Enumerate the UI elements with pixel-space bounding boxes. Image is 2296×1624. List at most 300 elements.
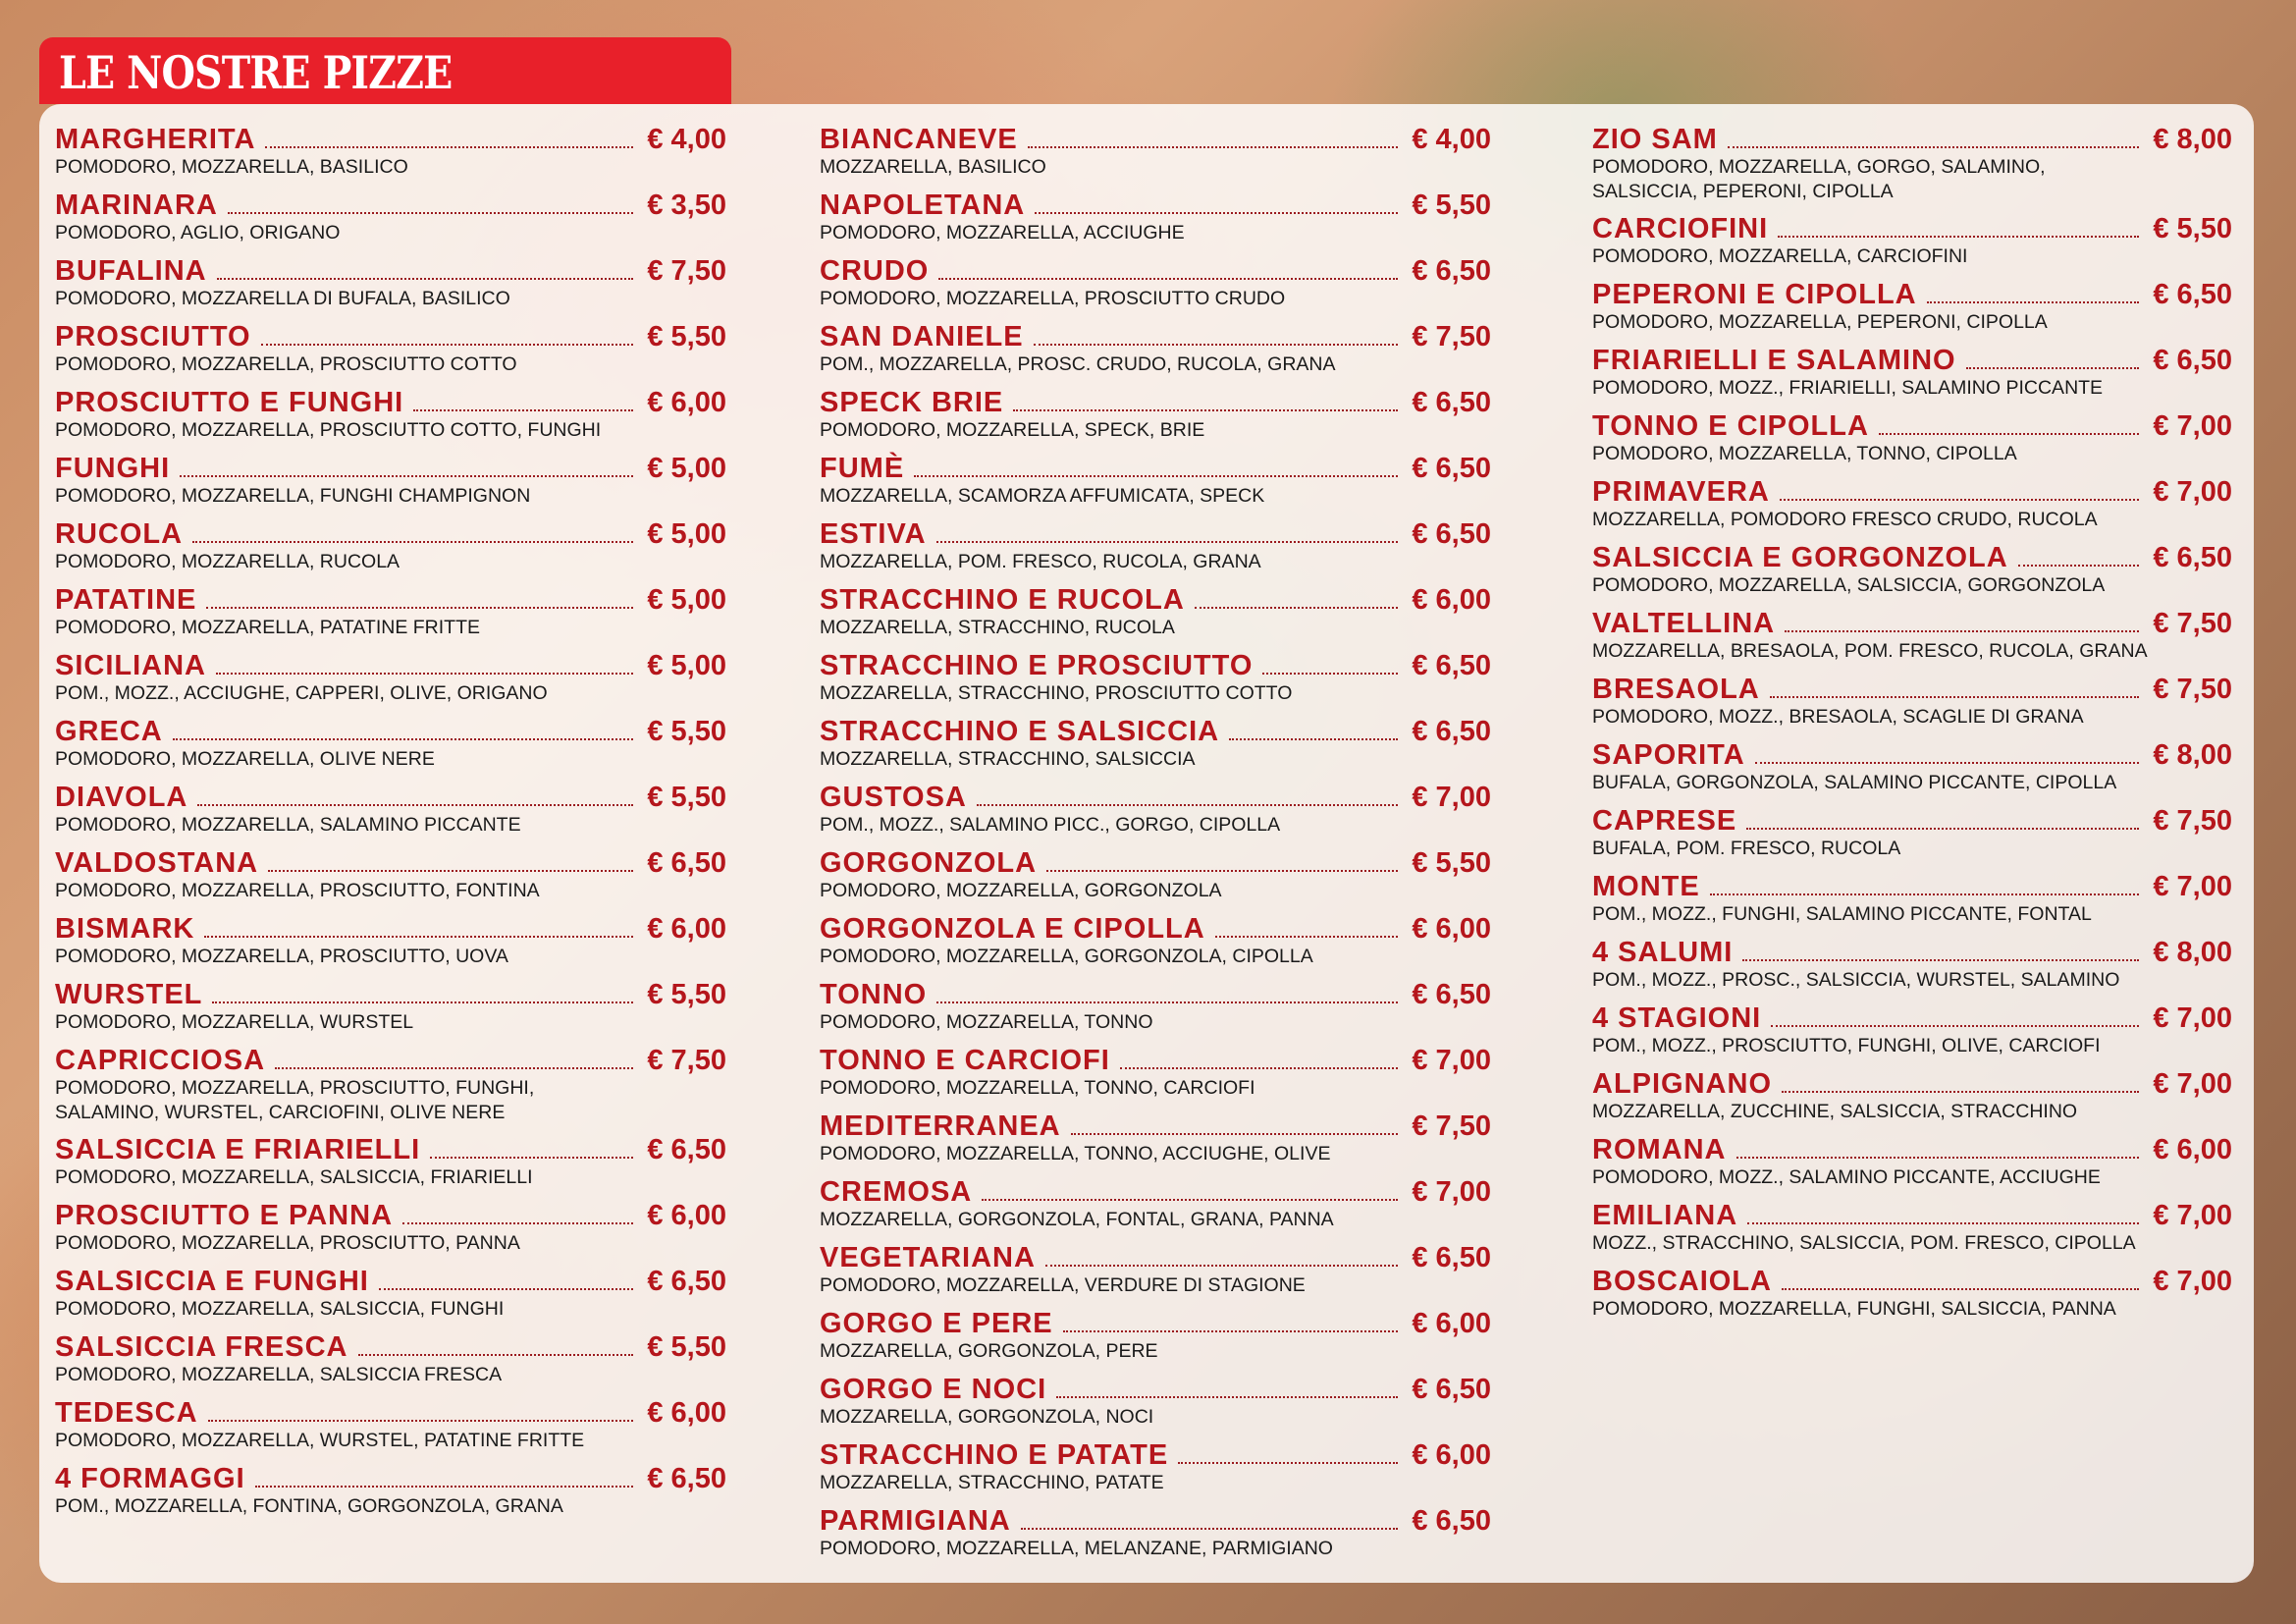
pizza-price: € 5,50	[1412, 189, 1491, 221]
menu-item	[55, 1461, 726, 1527]
menu-item-line	[55, 911, 726, 945]
menu-item-line	[1592, 1198, 2232, 1231]
pizza-ingredients: BUFALA, POM. FRESCO, RUCOLA	[1592, 838, 1901, 859]
dot-leader	[265, 146, 633, 148]
menu-item	[820, 1240, 1491, 1306]
pizza-name: TONNO	[820, 979, 928, 1010]
pizza-ingredients: MOZZARELLA, GORGONZOLA, FONTAL, GRANA, PANNA	[820, 1209, 1334, 1230]
pizza-price: € 6,50	[647, 1463, 726, 1494]
pizza-price: € 7,00	[2153, 1266, 2232, 1297]
pizza-ingredients: POMODORO, MOZZARELLA, MELANZANE, PARMIGIANO	[820, 1538, 1333, 1559]
pizza-ingredients: POMODORO, MOZZARELLA, WURSTEL, PATATINE FRITTE	[55, 1430, 585, 1451]
menu-item-line	[820, 582, 1491, 616]
menu-item-line	[55, 845, 726, 879]
pizza-ingredients: POMODORO, MOZZARELLA, PEPERONI, CIPOLLA	[1592, 311, 2048, 333]
pizza-name: PROSCIUTTO E FUNGHI	[55, 387, 404, 418]
menu-item-line	[820, 1109, 1491, 1142]
menu-item-line	[1592, 672, 2232, 705]
pizza-ingredients: POMODORO, AGLIO, ORIGANO	[55, 222, 341, 244]
pizza-ingredients: POMODORO, MOZZARELLA, BASILICO	[55, 156, 408, 178]
menu-item	[55, 451, 726, 516]
pizza-price: € 7,50	[647, 255, 726, 287]
pizza-name: TEDESCA	[55, 1397, 198, 1429]
pizza-price: € 6,00	[2153, 1134, 2232, 1165]
pizza-name: FUMÈ	[820, 453, 905, 484]
dot-leader	[1178, 1462, 1398, 1464]
dot-leader	[936, 1001, 1398, 1003]
pizza-ingredients: POMODORO, MOZZARELLA, PROSCIUTTO COTTO	[55, 353, 517, 375]
pizza-name: STRACCHINO E PATATE	[820, 1439, 1169, 1471]
menu-item	[1592, 122, 2232, 211]
pizza-ingredients: MOZZARELLA, STRACCHINO, SALSICCIA	[820, 748, 1196, 770]
menu-item-line	[1592, 869, 2232, 902]
pizza-price: € 6,50	[2153, 345, 2232, 376]
menu-item	[820, 1306, 1491, 1372]
dot-leader	[1966, 367, 2140, 369]
menu-item-line	[820, 780, 1491, 813]
pizza-ingredients: POMODORO, MOZZARELLA, TONNO	[820, 1011, 1153, 1033]
dot-leader	[936, 541, 1399, 543]
pizza-price: € 5,50	[2153, 213, 2232, 244]
menu-item	[1592, 803, 2232, 869]
pizza-price: € 7,00	[2153, 1002, 2232, 1034]
pizza-ingredients: POMODORO, MOZZARELLA, WURSTEL	[55, 1011, 414, 1033]
pizza-name: ROMANA	[1592, 1134, 1727, 1165]
pizza-name: VALDOSTANA	[55, 847, 259, 879]
pizza-name: PROSCIUTTO E PANNA	[55, 1200, 394, 1231]
menu-item-line	[1592, 935, 2232, 968]
dot-leader	[197, 804, 633, 806]
pizza-ingredients: POMODORO, MOZZARELLA, GORGONZOLA	[820, 880, 1222, 901]
menu-item	[820, 1372, 1491, 1437]
pizza-price: € 7,00	[1412, 782, 1491, 813]
pizza-ingredients: MOZZARELLA, STRACCHINO, RUCOLA	[820, 617, 1175, 638]
dot-leader	[1747, 1222, 2139, 1224]
pizza-ingredients: MOZZ., STRACCHINO, SALSICCIA, POM. FRESCO, CIPOLLA	[1592, 1232, 2136, 1254]
dot-leader	[261, 344, 634, 346]
menu-item-line	[1592, 1132, 2232, 1165]
pizza-price: € 6,50	[647, 1134, 726, 1165]
pizza-name: EMILIANA	[1592, 1200, 1738, 1231]
pizza-price: € 6,50	[1412, 1374, 1491, 1405]
dot-leader	[2018, 565, 2140, 567]
dot-leader	[1782, 1091, 2139, 1093]
menu-item-line	[820, 1437, 1491, 1471]
menu-item	[1592, 1198, 2232, 1264]
pizza-price: € 7,50	[2153, 674, 2232, 705]
pizza-name: GORGO E PERE	[820, 1308, 1053, 1339]
pizza-ingredients: POMODORO, MOZZ., FRIARIELLI, SALAMINO PICCANTE	[1592, 377, 2104, 399]
menu-item	[55, 1264, 726, 1329]
dot-leader	[938, 278, 1398, 280]
pizza-price: € 5,50	[647, 321, 726, 352]
pizza-name: STRACCHINO E RUCOLA	[820, 584, 1185, 616]
pizza-price: € 6,50	[1412, 518, 1491, 550]
menu-item-line	[820, 253, 1491, 287]
menu-item-line	[55, 1198, 726, 1231]
dot-leader	[217, 278, 634, 280]
pizza-name: GORGONZOLA	[820, 847, 1038, 879]
pizza-ingredients: POMODORO, MOZZARELLA, TONNO, CARCIOFI	[820, 1077, 1255, 1099]
pizza-ingredients: POMODORO, MOZZARELLA DI BUFALA, BASILICO	[55, 288, 510, 309]
pizza-price: € 7,00	[1412, 1045, 1491, 1076]
pizza-ingredients: POM., MOZZARELLA, PROSC. CRUDO, RUCOLA, GRANA	[820, 353, 1336, 375]
menu-item	[820, 1174, 1491, 1240]
menu-item-line	[55, 319, 726, 352]
pizza-price: € 6,50	[2153, 279, 2232, 310]
dot-leader	[1120, 1067, 1399, 1069]
pizza-name: PARMIGIANA	[820, 1505, 1011, 1537]
menu-item	[1592, 935, 2232, 1001]
pizza-name: SALSICCIA E FUNGHI	[55, 1266, 369, 1297]
dot-leader	[1736, 1157, 2140, 1159]
pizza-price: € 5,50	[647, 979, 726, 1010]
dot-leader	[1879, 433, 2139, 435]
pizza-ingredients: POM., MOZZ., PROSC., SALSICCIA, WURSTEL, SALAMINO	[1592, 969, 2120, 991]
pizza-price: € 7,00	[2153, 871, 2232, 902]
menu-item	[55, 977, 726, 1043]
menu-item-line	[1592, 211, 2232, 244]
pizza-price: € 6,50	[1412, 453, 1491, 484]
dot-leader	[206, 607, 633, 609]
pizza-price: € 7,00	[2153, 1068, 2232, 1100]
menu-item	[55, 253, 726, 319]
pizza-name: BISMARK	[55, 913, 195, 945]
pizza-price: € 6,00	[1412, 1308, 1491, 1339]
menu-item	[1592, 474, 2232, 540]
menu-item	[55, 1132, 726, 1198]
menu-item	[1592, 672, 2232, 737]
pizza-ingredients: POMODORO, MOZZARELLA, SALSICCIA FRESCA	[55, 1364, 503, 1385]
pizza-price: € 4,00	[647, 124, 726, 155]
pizza-price: € 4,00	[1412, 124, 1491, 155]
menu-item-line	[1592, 1264, 2232, 1297]
pizza-name: CRUDO	[820, 255, 930, 287]
pizza-price: € 7,50	[2153, 608, 2232, 639]
pizza-name: SALSICCIA E FRIARIELLI	[55, 1134, 421, 1165]
pizza-ingredients: POMODORO, MOZZARELLA, SALSICCIA, GORGONZOLA	[1592, 574, 2106, 596]
menu-item-line	[55, 1461, 726, 1494]
pizza-ingredients: MOZZARELLA, BASILICO	[820, 156, 1046, 178]
dot-leader	[212, 1001, 633, 1003]
pizza-price: € 5,50	[647, 716, 726, 747]
pizza-price: € 6,00	[647, 1200, 726, 1231]
menu-item-line	[1592, 1066, 2232, 1100]
menu-item-line	[1592, 122, 2232, 155]
dot-leader	[1780, 499, 2139, 501]
menu-item	[820, 845, 1491, 911]
pizza-ingredients: POMODORO, MOZZARELLA, RUCOLA	[55, 551, 400, 572]
dot-leader	[1746, 828, 2139, 830]
menu-item-line	[820, 188, 1491, 221]
menu-item-line	[820, 516, 1491, 550]
menu-item	[820, 1043, 1491, 1109]
menu-item	[1592, 869, 2232, 935]
pizza-name: SPECK BRIE	[820, 387, 1004, 418]
menu-item	[820, 911, 1491, 977]
menu-item-line	[1592, 277, 2232, 310]
pizza-name: VALTELLINA	[1592, 608, 1776, 639]
pizza-ingredients: POMODORO, MOZZ., SALAMINO PICCANTE, ACCIUGHE	[1592, 1166, 2101, 1188]
menu-item	[55, 188, 726, 253]
pizza-price: € 5,00	[647, 584, 726, 616]
pizza-name: DIAVOLA	[55, 782, 188, 813]
pizza-price: € 6,00	[647, 387, 726, 418]
pizza-name: VEGETARIANA	[820, 1242, 1036, 1273]
pizza-ingredients: POMODORO, MOZZARELLA, PROSCIUTTO CRUDO	[820, 288, 1286, 309]
pizza-ingredients: POMODORO, MOZZARELLA, PROSCIUTTO, PANNA	[55, 1232, 520, 1254]
dot-leader	[1782, 1288, 2139, 1290]
pizza-price: € 7,00	[2153, 1200, 2232, 1231]
menu-item	[55, 714, 726, 780]
menu-item-line	[55, 1395, 726, 1429]
menu-item-line	[55, 648, 726, 681]
pizza-price: € 6,50	[1412, 1505, 1491, 1537]
menu-item	[820, 451, 1491, 516]
pizza-name: FRIARIELLI E SALAMINO	[1592, 345, 1956, 376]
menu-item	[55, 122, 726, 188]
menu-item	[55, 1329, 726, 1395]
pizza-price: € 3,50	[647, 189, 726, 221]
menu-item-line	[820, 1240, 1491, 1273]
menu-item	[55, 1043, 726, 1132]
menu-item-line	[1592, 540, 2232, 573]
pizza-name: GORGONZOLA E CIPOLLA	[820, 913, 1205, 945]
menu-item-line	[820, 1174, 1491, 1208]
dot-leader	[1785, 630, 2139, 632]
pizza-name: PEPERONI E CIPOLLA	[1592, 279, 1917, 310]
menu-item	[820, 714, 1491, 780]
menu-item-line	[820, 1306, 1491, 1339]
menu-item	[820, 1109, 1491, 1174]
menu-item-line	[820, 319, 1491, 352]
menu-item	[1592, 540, 2232, 606]
menu-item	[55, 648, 726, 714]
pizza-name: RUCOLA	[55, 518, 184, 550]
pizza-name: BIANCANEVE	[820, 124, 1018, 155]
menu-item-line	[820, 1372, 1491, 1405]
dot-leader	[1035, 212, 1398, 214]
menu-item-line	[1592, 737, 2232, 771]
menu-item-line	[820, 845, 1491, 879]
pizza-name: NAPOLETANA	[820, 189, 1026, 221]
menu-item-line	[1592, 803, 2232, 837]
pizza-price: € 5,50	[647, 1331, 726, 1363]
menu-item-line	[55, 582, 726, 616]
menu-item	[820, 122, 1491, 188]
pizza-ingredients: POMODORO, MOZZARELLA, GORGONZOLA, CIPOLLA	[820, 946, 1313, 967]
pizza-price: € 7,00	[2153, 476, 2232, 508]
pizza-name: CARCIOFINI	[1592, 213, 1769, 244]
menu-item-line	[820, 648, 1491, 681]
menu-item-line	[55, 516, 726, 550]
pizza-name: SAPORITA	[1592, 739, 1745, 771]
menu-item	[820, 648, 1491, 714]
menu-item	[55, 911, 726, 977]
pizza-name: PROSCIUTTO	[55, 321, 251, 352]
pizza-ingredients: POMODORO, MOZZARELLA, SPECK, BRIE	[820, 419, 1205, 441]
pizza-price: € 6,50	[647, 847, 726, 879]
menu-item-line	[55, 122, 726, 155]
dot-leader	[977, 804, 1398, 806]
dot-leader	[228, 212, 633, 214]
menu-item-line	[820, 122, 1491, 155]
dot-leader	[1742, 959, 2139, 961]
pizza-name: TONNO E CARCIOFI	[820, 1045, 1110, 1076]
pizza-name: CREMOSA	[820, 1176, 973, 1208]
menu-title: LE NOSTRE PIZZE	[59, 46, 453, 99]
pizza-ingredients: MOZZARELLA, BRESAOLA, POM. FRESCO, RUCOLA, GRANA	[1592, 640, 2148, 662]
menu-item-line	[1592, 606, 2232, 639]
pizza-ingredients: MOZZARELLA, GORGONZOLA, PERE	[820, 1340, 1158, 1362]
pizza-price: € 5,50	[647, 782, 726, 813]
menu-item-line	[820, 977, 1491, 1010]
dot-leader	[982, 1199, 1398, 1201]
pizza-name: SAN DANIELE	[820, 321, 1024, 352]
dot-leader	[192, 541, 633, 543]
pizza-price: € 6,00	[1412, 913, 1491, 945]
pizza-name: SALSICCIA FRESCA	[55, 1331, 348, 1363]
menu-item-line	[55, 714, 726, 747]
pizza-name: GORGO E NOCI	[820, 1374, 1047, 1405]
pizza-ingredients: POMODORO, MOZZARELLA, GORGO, SALAMINO,	[1592, 156, 2046, 178]
dot-leader	[1771, 1025, 2139, 1027]
menu-item	[820, 253, 1491, 319]
pizza-ingredients: MOZZARELLA, POM. FRESCO, RUCOLA, GRANA	[820, 551, 1261, 572]
pizza-price: € 7,00	[1412, 1176, 1491, 1208]
menu-column-3	[1592, 122, 2232, 1329]
dot-leader	[180, 475, 633, 477]
pizza-price: € 7,50	[1412, 321, 1491, 352]
dot-leader	[1013, 409, 1398, 411]
menu-item-line	[55, 977, 726, 1010]
menu-item	[1592, 1132, 2232, 1198]
pizza-name: MONTE	[1592, 871, 1700, 902]
pizza-price: € 6,50	[647, 1266, 726, 1297]
pizza-name: ALPIGNANO	[1592, 1068, 1772, 1100]
dot-leader	[1045, 1265, 1398, 1267]
menu-item	[820, 780, 1491, 845]
pizza-name: BRESAOLA	[1592, 674, 1760, 705]
pizza-price: € 7,50	[1412, 1110, 1491, 1142]
menu-column-1	[55, 122, 726, 1527]
dot-leader	[1728, 146, 2140, 148]
menu-item	[1592, 277, 2232, 343]
pizza-name: 4 SALUMI	[1592, 937, 1734, 968]
menu-item	[820, 1437, 1491, 1503]
pizza-name: CAPRESE	[1592, 805, 1737, 837]
pizza-ingredients: MOZZARELLA, STRACCHINO, PROSCIUTTO COTTO	[820, 682, 1293, 704]
menu-item	[1592, 1001, 2232, 1066]
pizza-ingredients: POMODORO, MOZZARELLA, FUNGHI CHAMPIGNON	[55, 485, 531, 507]
menu-item	[55, 1198, 726, 1264]
pizza-ingredients: POM., MOZZ., PROSCIUTTO, FUNGHI, OLIVE, CARCIOFI	[1592, 1035, 2101, 1056]
pizza-price: € 5,00	[647, 453, 726, 484]
menu-item	[1592, 1066, 2232, 1132]
menu-item	[820, 1503, 1491, 1569]
menu-item	[1592, 343, 2232, 408]
dot-leader	[1215, 936, 1399, 938]
pizza-ingredients: POMODORO, MOZZARELLA, VERDURE DI STAGIONE	[820, 1274, 1306, 1296]
menu-item-line	[1592, 474, 2232, 508]
menu-item	[55, 319, 726, 385]
pizza-price: € 5,00	[647, 650, 726, 681]
pizza-ingredients: POM., MOZZARELLA, FONTINA, GORGONZOLA, GRANA	[55, 1495, 563, 1517]
pizza-ingredients: MOZZARELLA, STRACCHINO, PATATE	[820, 1472, 1164, 1493]
menu-column-2	[820, 122, 1491, 1569]
dot-leader	[208, 1420, 634, 1422]
pizza-ingredients: POMODORO, MOZZARELLA, CARCIOFINI	[1592, 245, 1968, 267]
pizza-ingredients: POMODORO, MOZZARELLA, ACCIUGHE	[820, 222, 1185, 244]
dot-leader	[1021, 1528, 1399, 1530]
pizza-price: € 6,50	[2153, 542, 2232, 573]
pizza-ingredients: POM., MOZZ., FUNGHI, SALAMINO PICCANTE, FONTAL	[1592, 903, 2092, 925]
pizza-price: € 5,00	[647, 518, 726, 550]
menu-item	[820, 319, 1491, 385]
dot-leader	[275, 1067, 633, 1069]
menu-item	[1592, 1264, 2232, 1329]
pizza-price: € 6,00	[1412, 1439, 1491, 1471]
pizza-price: € 6,50	[1412, 387, 1491, 418]
dot-leader	[1028, 146, 1399, 148]
dot-leader	[173, 738, 634, 740]
pizza-name: 4 FORMAGGI	[55, 1463, 245, 1494]
menu-item-line	[55, 1264, 726, 1297]
pizza-price: € 6,50	[1412, 1242, 1491, 1273]
pizza-ingredients: MOZZARELLA, GORGONZOLA, NOCI	[820, 1406, 1154, 1428]
menu-item-line	[1592, 408, 2232, 442]
pizza-name: PATATINE	[55, 584, 197, 616]
menu-item-line	[55, 1043, 726, 1076]
pizza-ingredients: POM., MOZZ., ACCIUGHE, CAPPERI, OLIVE, ORIGANO	[55, 682, 548, 704]
pizza-ingredients: POMODORO, MOZZARELLA, PROSCIUTTO, FUNGHI,	[55, 1077, 535, 1099]
dot-leader	[1034, 344, 1399, 346]
dot-leader	[413, 409, 633, 411]
menu-item-line	[55, 385, 726, 418]
pizza-price: € 6,50	[1412, 716, 1491, 747]
dot-leader	[1063, 1330, 1399, 1332]
menu-item-line	[1592, 1001, 2232, 1034]
menu-item	[820, 582, 1491, 648]
pizza-ingredients: MOZZARELLA, ZUCCHINE, SALSICCIA, STRACCHINO	[1592, 1101, 2078, 1122]
pizza-price: € 8,00	[2153, 124, 2232, 155]
menu-item-line	[820, 911, 1491, 945]
menu-item-line	[820, 714, 1491, 747]
dot-leader	[1262, 673, 1398, 675]
menu-item	[55, 582, 726, 648]
pizza-price: € 7,50	[2153, 805, 2232, 837]
dot-leader	[1710, 893, 2140, 895]
menu-item-line	[1592, 343, 2232, 376]
pizza-ingredients: BUFALA, GORGONZOLA, SALAMINO PICCANTE, CIPOLLA	[1592, 772, 2117, 793]
menu-item	[1592, 606, 2232, 672]
dot-leader	[1071, 1133, 1399, 1135]
pizza-name: STRACCHINO E PROSCIUTTO	[820, 650, 1254, 681]
pizza-price: € 8,00	[2153, 937, 2232, 968]
pizza-price: € 6,00	[647, 913, 726, 945]
pizza-name: GUSTOSA	[820, 782, 967, 813]
dot-leader	[914, 475, 1398, 477]
menu-item	[1592, 408, 2232, 474]
pizza-name: SALSICCIA E GORGONZOLA	[1592, 542, 2008, 573]
pizza-ingredients: POMODORO, MOZZ., BRESAOLA, SCAGLIE DI GRANA	[1592, 706, 2084, 728]
pizza-ingredients: MOZZARELLA, POMODORO FRESCO CRUDO, RUCOLA	[1592, 509, 2098, 530]
pizza-ingredients: POMODORO, MOZZARELLA, SALSICCIA, FRIARIELLI	[55, 1166, 533, 1188]
menu-item	[820, 385, 1491, 451]
dot-leader	[216, 673, 633, 675]
pizza-ingredients: POMODORO, MOZZARELLA, TONNO, ACCIUGHE, OLIVE	[820, 1143, 1331, 1164]
pizza-name: STRACCHINO E SALSICCIA	[820, 716, 1220, 747]
